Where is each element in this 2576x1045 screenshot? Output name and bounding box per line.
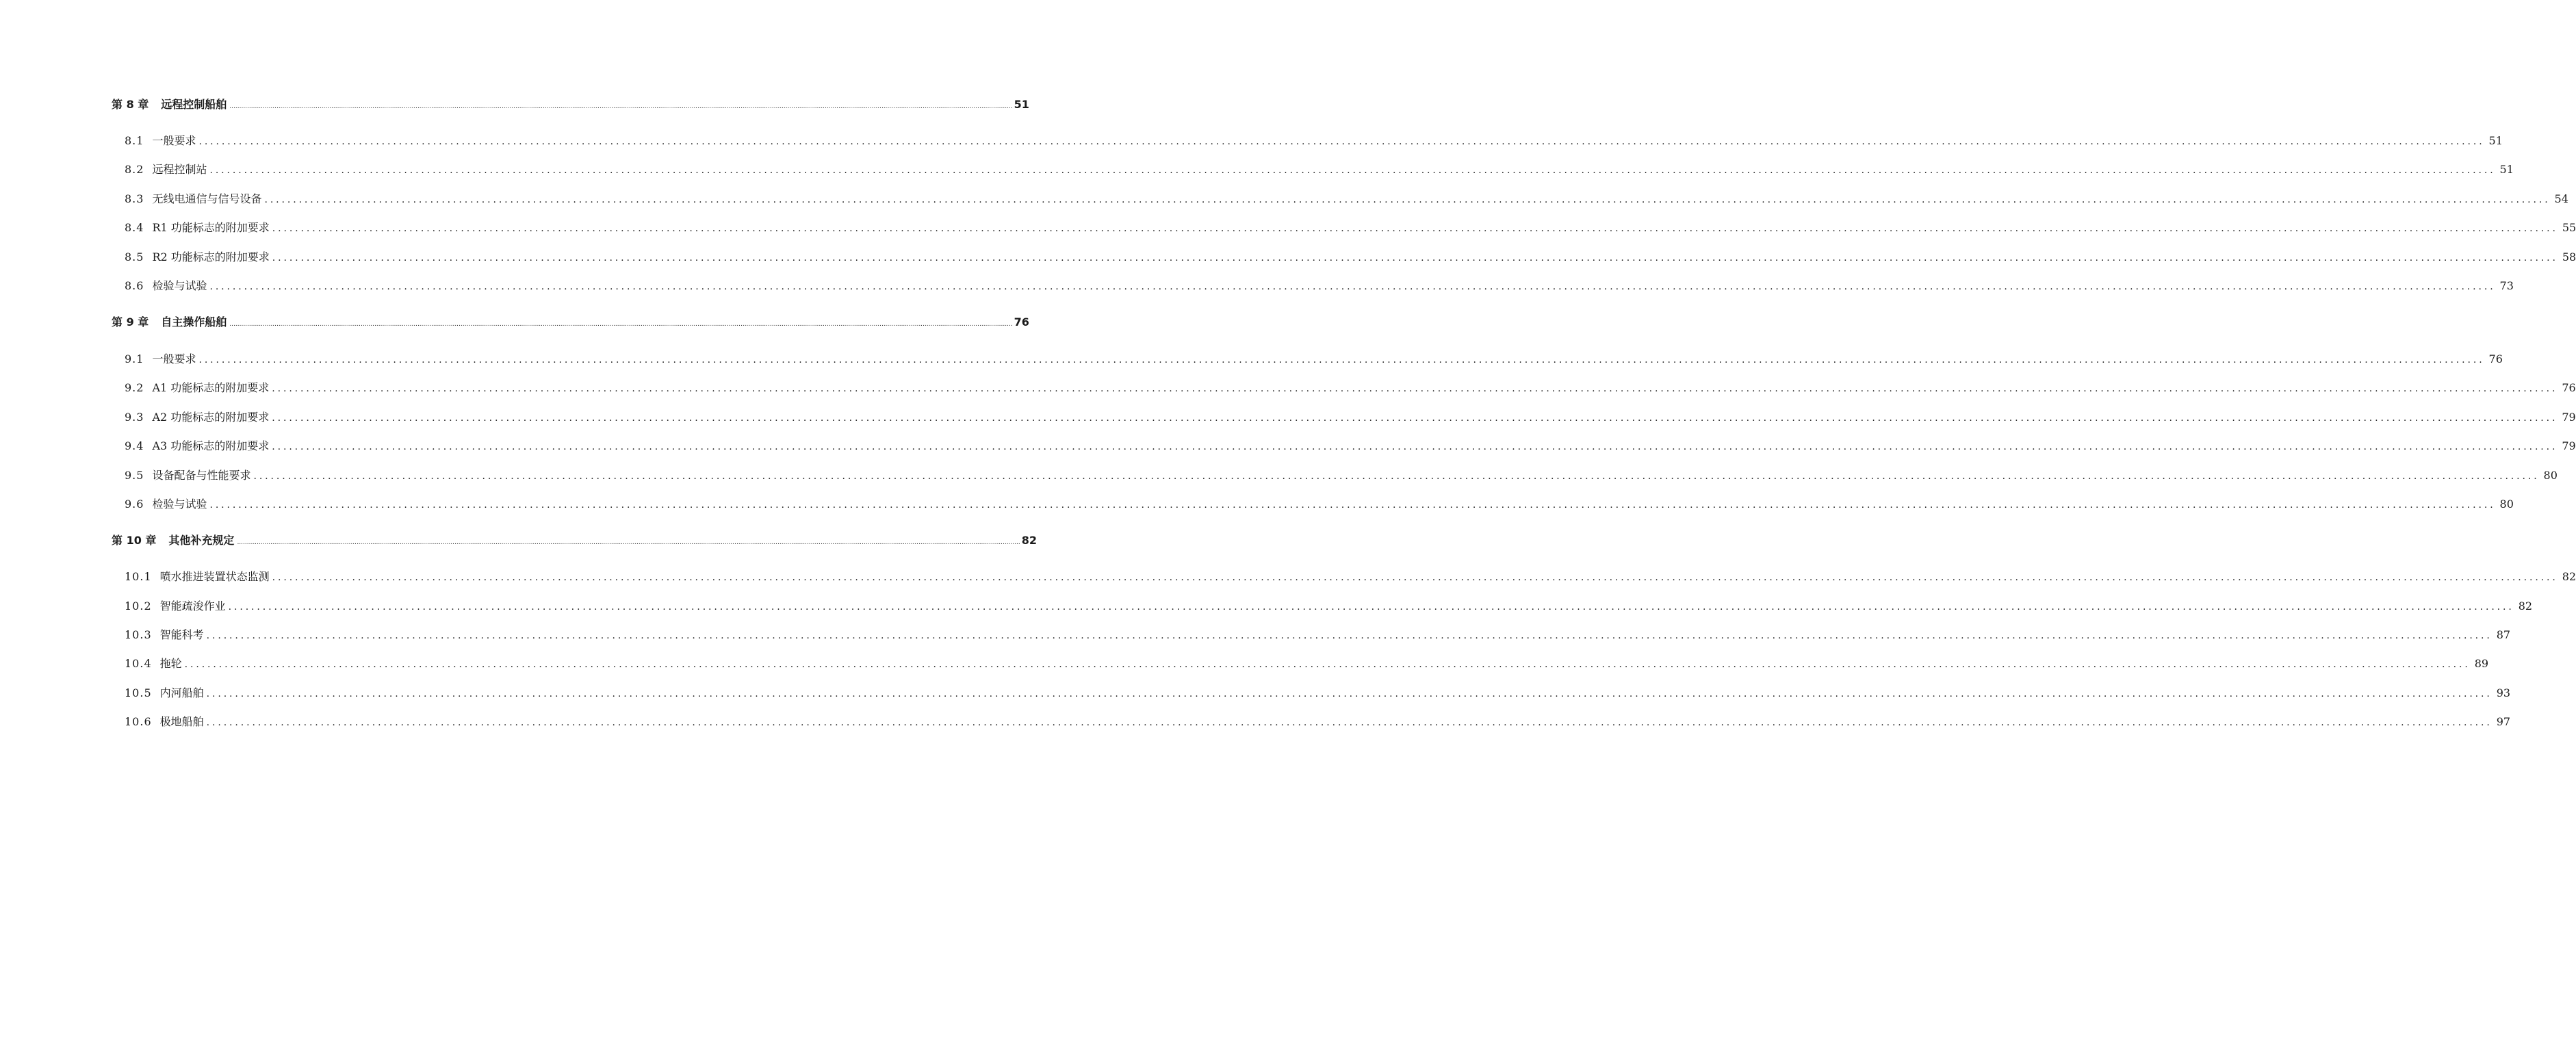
section-number: 8.1 (125, 134, 144, 147)
section-title: 智能疏浚作业 (159, 599, 226, 612)
section-number: 9.3 (125, 411, 144, 424)
toc-section[interactable] (125, 276, 2514, 296)
dot-leader: ................................................................................................................................................................................................................................................................................................................................................................................................................ (253, 471, 2540, 482)
chapter-title: 自主操作船舶 (161, 315, 227, 328)
chapter-title: 远程控制船舶 (161, 98, 227, 111)
toc-section[interactable] (125, 160, 2514, 179)
chapter-number: 第 9 章 (112, 315, 149, 328)
page-number: 89 (2474, 657, 2489, 670)
section-number: 10.2 (125, 599, 152, 612)
section-number: 8.4 (125, 221, 144, 234)
toc-section[interactable] (125, 597, 2533, 616)
page-number: 97 (2496, 715, 2511, 728)
toc-section[interactable] (125, 466, 2558, 485)
dot-leader: ................................................................................................................................................................................................................................................................................................................................................................................................................ (237, 539, 1020, 546)
section-number: 8.3 (125, 192, 144, 205)
section-title: R1 功能标志的附加要求 (152, 221, 270, 234)
section-title: A1 功能标志的附加要求 (152, 381, 270, 394)
toc-chapter[interactable] (112, 95, 1029, 114)
dot-leader: ................................................................................................................................................................................................................................................................................................................................................................................................................ (229, 103, 1013, 110)
toc-section[interactable] (125, 437, 2576, 456)
page-number: 82 (1021, 534, 1038, 547)
page-number: 79 (2562, 411, 2576, 424)
section-number: 8.5 (125, 250, 144, 263)
toc-section[interactable] (125, 408, 2576, 427)
page-number: 93 (2496, 686, 2511, 699)
section-number: 10.3 (125, 628, 152, 641)
dot-leader: ................................................................................................................................................................................................................................................................................................................................................................................................................ (272, 383, 2558, 394)
section-title: 检验与试验 (152, 498, 207, 511)
section-title: 极地船舶 (159, 715, 204, 728)
section-title: 远程控制站 (152, 163, 207, 176)
dot-leader: ................................................................................................................................................................................................................................................................................................................................................................................................................ (272, 572, 2558, 583)
page-number: 80 (2543, 469, 2558, 482)
dot-leader: ................................................................................................................................................................................................................................................................................................................................................................................................................ (228, 602, 2514, 612)
toc-section[interactable] (125, 131, 2503, 151)
section-title: 内河船舶 (159, 686, 204, 699)
dot-leader: ................................................................................................................................................................................................................................................................................................................................................................................................................ (209, 281, 2496, 292)
dot-leader: ................................................................................................................................................................................................................................................................................................................................................................................................................ (198, 136, 2485, 147)
section-number: 8.6 (125, 279, 144, 292)
page-number: 51 (2488, 134, 2503, 147)
section-number: 10.5 (125, 686, 152, 699)
section-title: 检验与试验 (152, 279, 207, 292)
page-number: 79 (2562, 439, 2576, 452)
section-number: 9.2 (125, 381, 144, 394)
page-number: 76 (2562, 381, 2576, 394)
section-title: 一般要求 (152, 352, 196, 365)
toc-chapter[interactable] (112, 531, 1038, 550)
section-title: R2 功能标志的附加要求 (152, 250, 270, 263)
section-number: 9.4 (125, 439, 144, 452)
toc-section[interactable] (125, 625, 2511, 645)
toc-section[interactable] (125, 684, 2511, 703)
dot-leader: ................................................................................................................................................................................................................................................................................................................................................................................................................ (209, 500, 2496, 511)
dot-leader: ................................................................................................................................................................................................................................................................................................................................................................................................................ (264, 194, 2551, 205)
toc-section[interactable] (125, 654, 2489, 673)
section-title: 一般要求 (152, 134, 196, 147)
toc-section[interactable] (125, 495, 2514, 514)
section-number: 9.6 (125, 498, 144, 511)
page-number: 76 (2488, 352, 2503, 365)
section-number: 10.1 (125, 570, 152, 583)
section-title: 喷水推进装置状态监测 (159, 570, 270, 583)
page-number: 55 (2562, 221, 2576, 234)
page-number: 82 (2518, 599, 2533, 612)
toc-section[interactable] (125, 350, 2503, 369)
section-title: 设备配备与性能要求 (152, 469, 251, 482)
page-number: 58 (2562, 250, 2576, 263)
page-number: 51 (2499, 163, 2514, 176)
section-number: 10.4 (125, 657, 152, 670)
dot-leader: ................................................................................................................................................................................................................................................................................................................................................................................................................ (272, 413, 2558, 424)
toc-section[interactable] (125, 567, 2576, 586)
page-number: 54 (2554, 192, 2568, 205)
chapter-number: 第 8 章 (112, 98, 149, 111)
section-title: 无线电通信与信号设备 (152, 192, 262, 205)
section-number: 8.2 (125, 163, 144, 176)
dot-leader: ................................................................................................................................................................................................................................................................................................................................................................................................................ (272, 441, 2558, 452)
section-title: A2 功能标志的附加要求 (152, 411, 270, 424)
chapter-title: 其他补充规定 (168, 534, 235, 547)
dot-leader: ................................................................................................................................................................................................................................................................................................................................................................................................................ (272, 223, 2558, 234)
page-number: 73 (2499, 279, 2514, 292)
section-number: 9.5 (125, 469, 144, 482)
dot-leader: ................................................................................................................................................................................................................................................................................................................................................................................................................ (206, 688, 2493, 699)
toc-section[interactable] (125, 378, 2576, 398)
section-number: 10.6 (125, 715, 152, 728)
page-number: 80 (2499, 498, 2514, 511)
toc-section[interactable] (125, 218, 2576, 237)
dot-leader: ................................................................................................................................................................................................................................................................................................................................................................................................................ (206, 717, 2493, 728)
toc-chapter[interactable] (112, 313, 1029, 332)
page-number: 82 (2562, 570, 2576, 583)
toc-section[interactable] (125, 190, 2568, 209)
dot-leader: ................................................................................................................................................................................................................................................................................................................................................................................................................ (184, 659, 2471, 670)
dot-leader: ................................................................................................................................................................................................................................................................................................................................................................................................................ (229, 321, 1013, 328)
dot-leader: ................................................................................................................................................................................................................................................................................................................................................................................................................ (206, 630, 2493, 641)
dot-leader: ................................................................................................................................................................................................................................................................................................................................................................................................................ (272, 253, 2558, 263)
dot-leader: ................................................................................................................................................................................................................................................................................................................................................................................................................ (198, 354, 2485, 365)
page-number: 87 (2496, 628, 2511, 641)
toc-section[interactable] (125, 712, 2511, 732)
toc-section[interactable] (125, 248, 2576, 267)
chapter-number: 第 10 章 (112, 534, 157, 547)
page-number: 51 (1014, 98, 1029, 111)
section-title: 智能科考 (159, 628, 204, 641)
page-number: 76 (1014, 315, 1029, 328)
section-number: 9.1 (125, 352, 144, 365)
section-title: A3 功能标志的附加要求 (152, 439, 270, 452)
dot-leader: ................................................................................................................................................................................................................................................................................................................................................................................................................ (209, 165, 2496, 176)
section-title: 拖轮 (159, 657, 182, 670)
